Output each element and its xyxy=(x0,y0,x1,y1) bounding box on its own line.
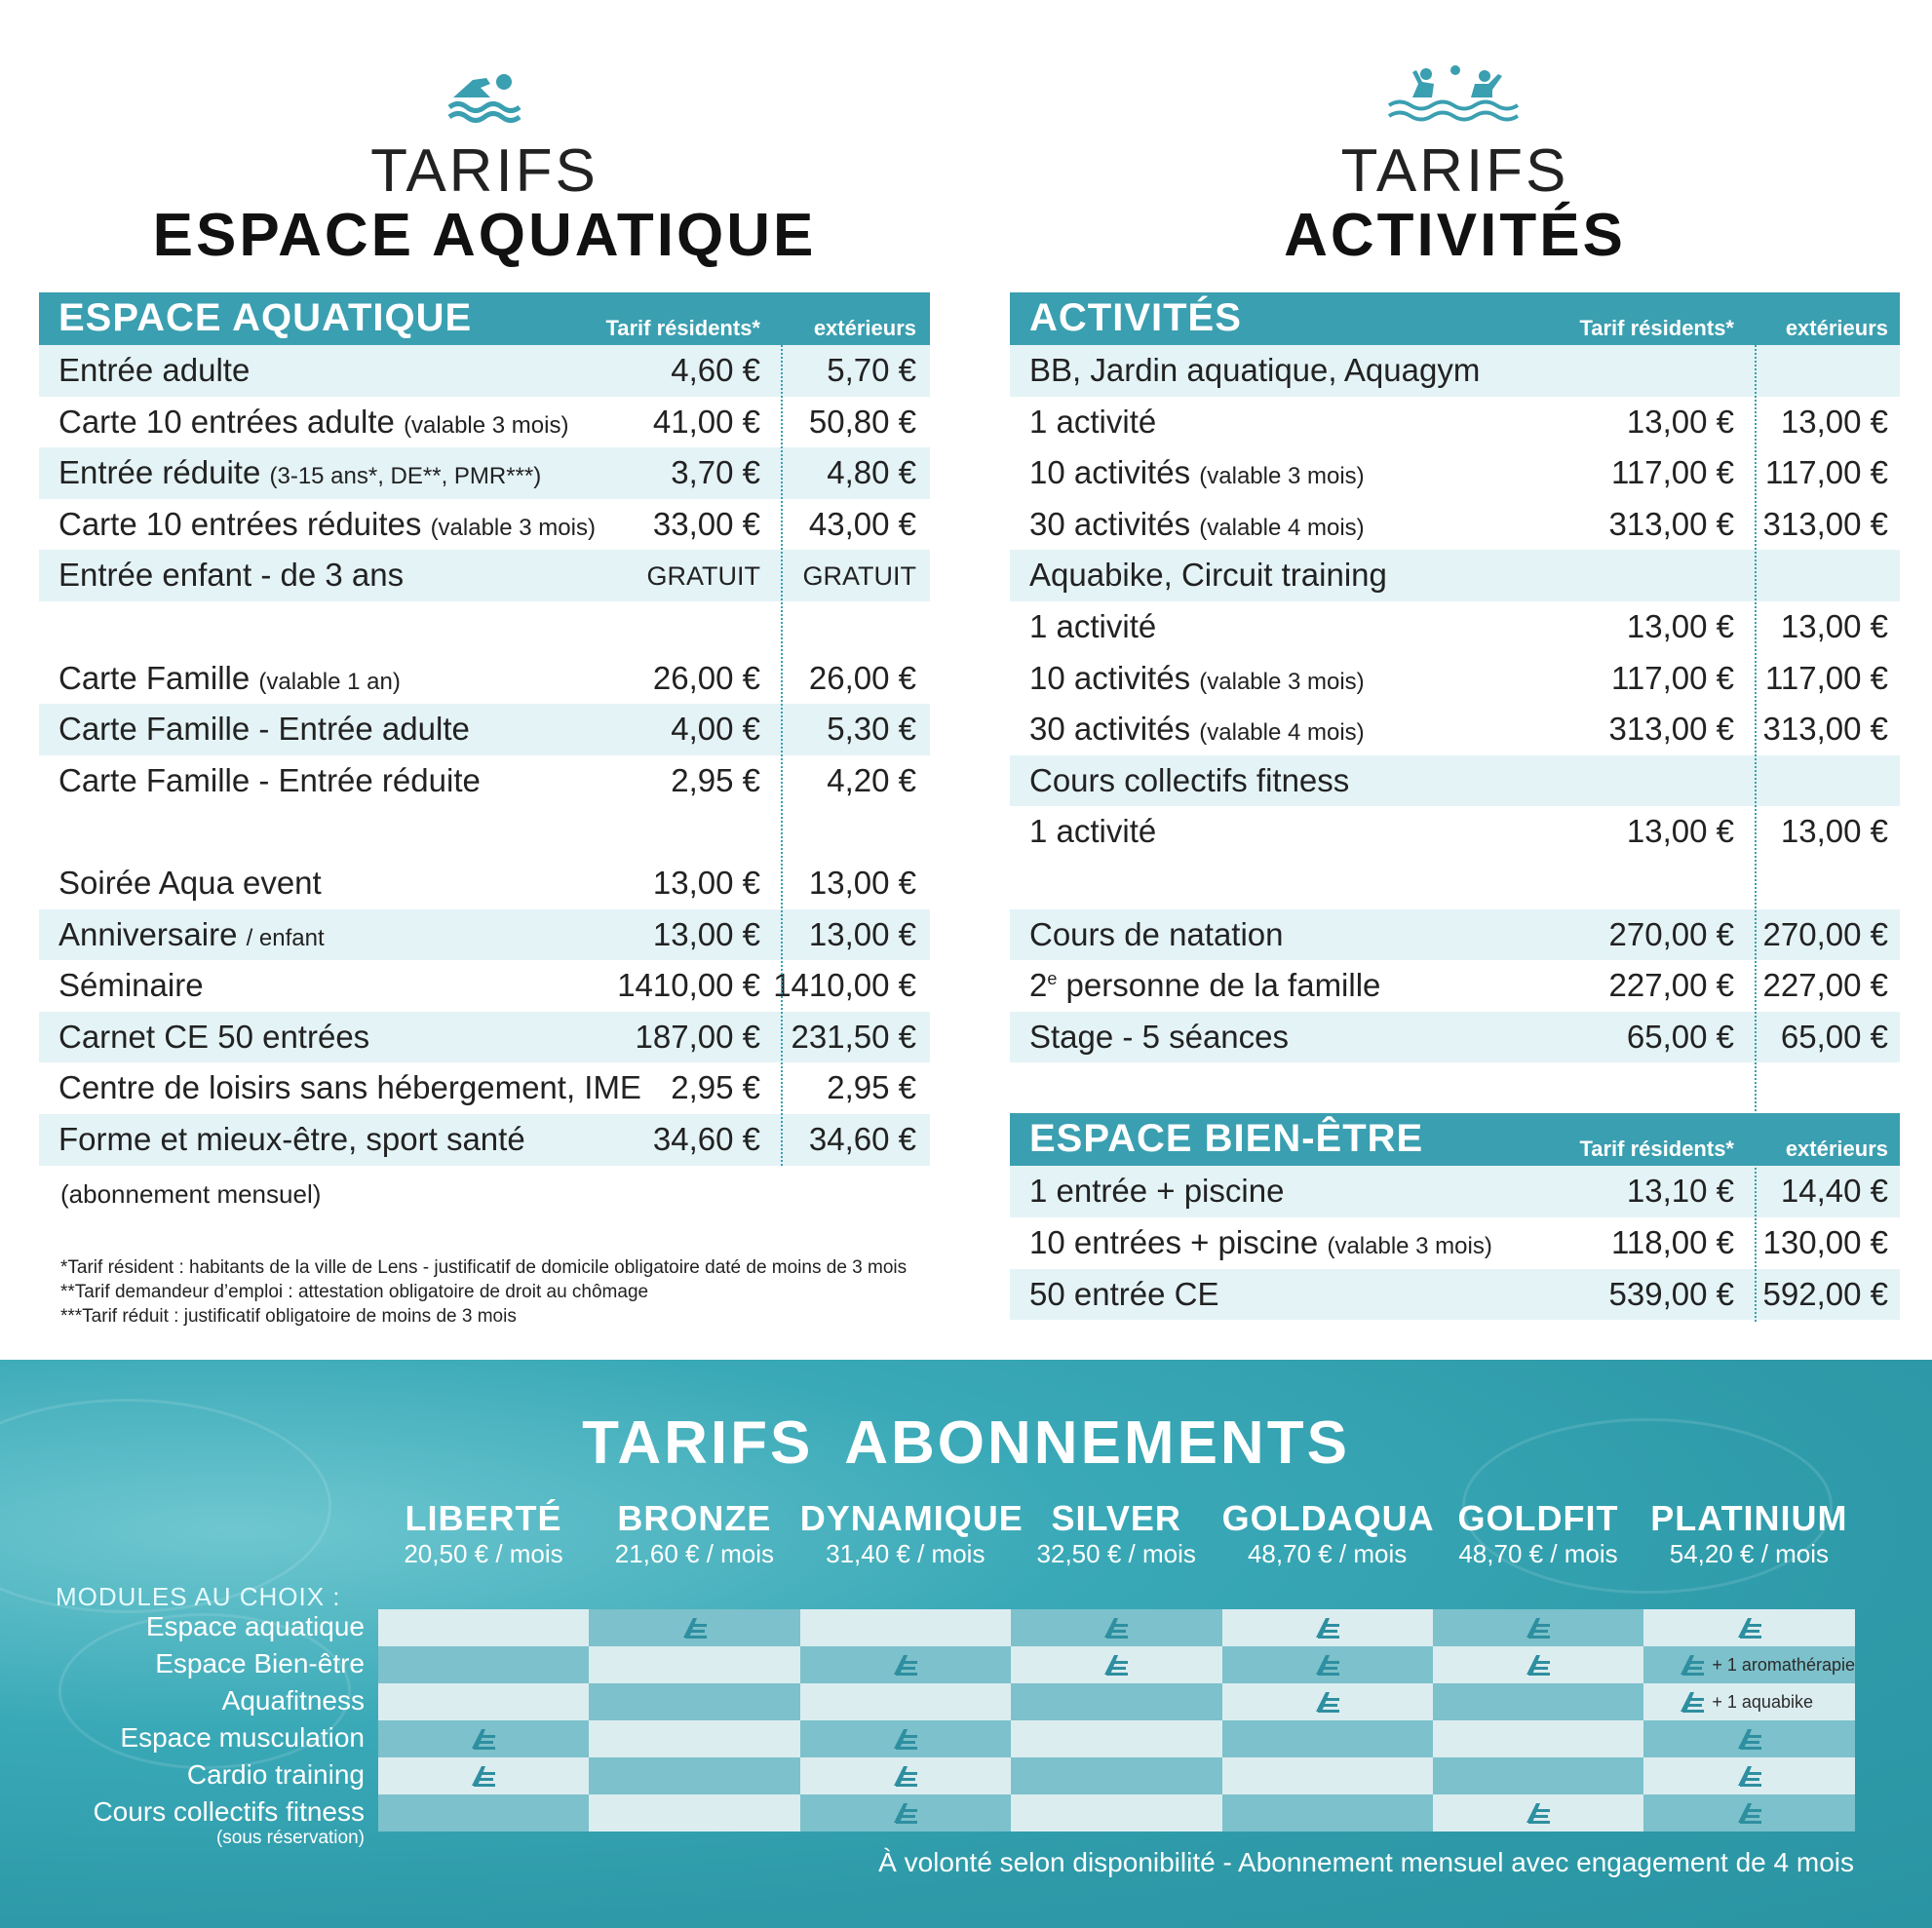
module-cell xyxy=(1433,1757,1643,1794)
row-label xyxy=(1029,1019,1289,1056)
included-check-icon xyxy=(1736,1727,1763,1751)
column-divider xyxy=(781,345,783,1166)
price-exterieurs: 50,80 € xyxy=(808,403,916,440)
row-label-text: 2 xyxy=(1029,967,1048,1004)
plan-3 xyxy=(1011,1498,1221,1569)
module-cell xyxy=(1643,1646,1854,1683)
price-exterieurs: 65,00 € xyxy=(1780,1018,1888,1055)
price-exterieurs: 26,00 € xyxy=(808,659,916,696)
subscriptions-title: TARIFS ABONNEMENTS xyxy=(582,1409,1350,1477)
price-residents: 13,00 € xyxy=(1626,607,1734,644)
table-row xyxy=(1010,806,1900,858)
row-label xyxy=(58,967,204,1004)
row-label-qualifier: (valable 3 mois) xyxy=(1199,668,1365,695)
row-label-text: Entrée réduite xyxy=(58,454,261,491)
row-label-text: Entrée adulte xyxy=(58,352,251,388)
table-row xyxy=(39,704,930,755)
module-label: Espace musculation xyxy=(120,1722,365,1753)
row-label-text: Anniversaire xyxy=(58,915,238,952)
module-cell xyxy=(589,1757,799,1794)
activities-price-table xyxy=(1010,292,1900,1320)
row-label xyxy=(58,916,325,953)
module-cell xyxy=(1643,1794,1854,1832)
row-label xyxy=(58,762,481,799)
module-cell xyxy=(1222,1794,1433,1832)
module-cell xyxy=(589,1794,799,1832)
table-row xyxy=(39,345,930,397)
included-check-icon xyxy=(892,1727,919,1751)
row-label-text: Entrée enfant - de 3 ans xyxy=(58,557,405,594)
included-check-icon xyxy=(1314,1690,1341,1714)
module-cell xyxy=(378,1683,589,1720)
plan-price: 20,50 € / mois xyxy=(404,1539,563,1568)
column-divider xyxy=(1755,1168,1757,1322)
price-residents: 4,60 € xyxy=(671,352,760,388)
row-label xyxy=(58,557,404,594)
table-row xyxy=(1010,704,1900,755)
module-cell xyxy=(1222,1609,1433,1646)
row-label xyxy=(1029,762,1349,799)
price-exterieurs: 130,00 € xyxy=(1762,1223,1888,1260)
superscript: e xyxy=(1047,969,1058,989)
price-exterieurs: 231,50 € xyxy=(791,1018,916,1055)
bien-etre-table-header xyxy=(1010,1113,1900,1166)
modules-header: MODULES AU CHOIX : xyxy=(56,1582,341,1611)
row-label-rest: personne de la famille xyxy=(1057,967,1381,1004)
table-row xyxy=(39,960,930,1012)
row-label-qualifier: (valable 3 mois) xyxy=(430,514,596,541)
module-cell xyxy=(1222,1757,1433,1794)
price-exterieurs: 592,00 € xyxy=(1762,1275,1888,1312)
price-residents: 118,00 € xyxy=(1610,1223,1734,1260)
row-label xyxy=(1029,454,1365,491)
price-residents: 33,00 € xyxy=(652,505,760,542)
included-check-icon xyxy=(470,1764,497,1788)
module-cell xyxy=(800,1683,1011,1720)
module-cell xyxy=(378,1646,589,1683)
included-check-icon xyxy=(1102,1653,1130,1677)
module-cell xyxy=(1433,1683,1643,1720)
table-row xyxy=(39,1012,930,1063)
row-label xyxy=(58,660,401,697)
row-label-text: Stage - 5 séances xyxy=(1029,1018,1289,1055)
bien-etre-table-title: ESPACE BIEN-ÊTRE xyxy=(1029,1117,1424,1161)
module-cell xyxy=(1643,1720,1854,1757)
row-label xyxy=(1029,660,1365,697)
row-label xyxy=(1029,506,1365,543)
row-label xyxy=(58,404,568,441)
included-check-icon xyxy=(1102,1616,1130,1639)
module-cell xyxy=(1433,1720,1643,1757)
price-residents: 1410,00 € xyxy=(617,967,760,1004)
price-exterieurs: 13,00 € xyxy=(1780,403,1888,440)
module-cell xyxy=(800,1757,1011,1794)
price-exterieurs: 34,60 € xyxy=(808,1120,916,1157)
price-residents: 4,00 € xyxy=(671,711,760,748)
row-label-text: 1 activité xyxy=(1029,403,1157,440)
column-header-exterieurs: extérieurs xyxy=(813,316,916,340)
module-cell xyxy=(1011,1646,1221,1683)
row-label-text: Carnet CE 50 entrées xyxy=(58,1018,370,1055)
table-body xyxy=(1010,345,1900,1062)
row-label xyxy=(58,352,250,389)
price-exterieurs: 5,30 € xyxy=(827,711,916,748)
plan-price: 48,70 € / mois xyxy=(1458,1539,1618,1568)
table-row xyxy=(1010,447,1900,499)
column-divider xyxy=(1755,345,1757,1115)
module-cell xyxy=(1011,1683,1221,1720)
price-residents: 13,00 € xyxy=(1626,403,1734,440)
row-label-text: 10 entrées + piscine xyxy=(1029,1223,1319,1260)
row-label-text: 30 activités xyxy=(1029,505,1191,542)
module-cell xyxy=(589,1720,799,1757)
row-label-text: 1 activité xyxy=(1029,813,1157,850)
row-label-qualifier: (valable 4 mois) xyxy=(1199,719,1365,747)
table-row xyxy=(39,858,930,909)
price-residents: 313,00 € xyxy=(1608,711,1734,748)
included-check-icon xyxy=(1736,1616,1763,1639)
row-label xyxy=(58,1121,525,1158)
row-label xyxy=(1029,813,1156,850)
row-label-text: BB, Jardin aquatique, Aquagym xyxy=(1029,352,1481,388)
price-residents: GRATUIT xyxy=(646,561,760,592)
plan-5 xyxy=(1433,1498,1643,1569)
module-label: Cours collectifs fitness xyxy=(93,1796,365,1827)
module-label: Cardio training xyxy=(186,1759,365,1790)
column-header-residents: Tarif résidents* xyxy=(1579,1137,1734,1162)
plan-name: SILVER xyxy=(1051,1498,1181,1538)
table-row xyxy=(1010,1217,1900,1269)
row-label-text: Cours collectifs fitness xyxy=(1029,761,1350,798)
table-row xyxy=(1010,1166,1900,1217)
plan-price: 32,50 € / mois xyxy=(1036,1539,1196,1568)
module-cell xyxy=(1643,1757,1854,1794)
water-polo-icon xyxy=(1387,62,1524,127)
row-label-text: Aquabike, Circuit training xyxy=(1029,557,1387,594)
table-row xyxy=(1010,345,1900,397)
table-row xyxy=(39,550,930,601)
module-cell xyxy=(800,1609,1011,1646)
row-label-text: 10 activités xyxy=(1029,659,1191,696)
module-cell xyxy=(1222,1720,1433,1757)
module-cell xyxy=(1011,1720,1221,1757)
module-cell xyxy=(1222,1683,1433,1720)
row-label xyxy=(1029,1224,1492,1261)
included-check-icon xyxy=(892,1764,919,1788)
price-residents: 26,00 € xyxy=(652,659,760,696)
spacer xyxy=(1010,1062,1900,1113)
price-exterieurs: 117,00 € xyxy=(1764,659,1888,696)
row-label-text: 1 activité xyxy=(1029,607,1157,644)
price-residents: 187,00 € xyxy=(635,1018,760,1055)
table-row xyxy=(39,499,930,551)
plan-name: GOLDFIT xyxy=(1457,1498,1619,1538)
row-label xyxy=(58,454,541,491)
row-label-qualifier: / enfant xyxy=(246,924,325,951)
row-label-text: Carte Famille xyxy=(58,659,251,696)
aquatic-price-table xyxy=(39,292,930,1166)
row-label xyxy=(58,506,596,543)
module-cell xyxy=(589,1683,799,1720)
column-header-residents: Tarif résidents* xyxy=(605,316,760,340)
included-check-icon xyxy=(1314,1653,1341,1677)
price-residents: 34,60 € xyxy=(652,1120,760,1157)
price-exterieurs: 1410,00 € xyxy=(773,967,916,1004)
module-label: Espace Bien-être xyxy=(155,1648,365,1678)
footnote: *Tarif résident : habitants de la ville de Lens - justificatif de domicile obligatoire daté de moins de 3 mois xyxy=(60,1257,908,1278)
row-label-qualifier: (valable 1 an) xyxy=(258,668,401,695)
table-row xyxy=(39,1062,930,1114)
row-label xyxy=(58,1019,369,1056)
hero-title-line1: TARIFS xyxy=(1340,137,1569,205)
module-cell xyxy=(589,1646,799,1683)
module-extra: + 1 aromathérapie xyxy=(1712,1655,1855,1675)
module-cell xyxy=(589,1609,799,1646)
row-label xyxy=(1029,916,1284,953)
price-exterieurs: 4,80 € xyxy=(827,454,916,491)
table-row xyxy=(39,447,930,499)
included-check-icon xyxy=(1525,1801,1552,1825)
price-exterieurs: 13,00 € xyxy=(1780,607,1888,644)
row-label xyxy=(1029,967,1380,1004)
table-row xyxy=(39,806,930,858)
plan-name: BRONZE xyxy=(617,1498,772,1538)
table-row xyxy=(1010,397,1900,448)
swimmer-icon xyxy=(447,68,522,123)
modules-subnote: (sous réservation) xyxy=(215,1828,365,1848)
module-cell xyxy=(378,1720,589,1757)
row-label-qualifier: (valable 3 mois) xyxy=(1199,463,1365,490)
included-check-icon xyxy=(1736,1801,1763,1825)
plan-1 xyxy=(589,1498,799,1569)
column-header-exterieurs: extérieurs xyxy=(1785,1137,1888,1162)
row-label xyxy=(1029,711,1365,748)
price-exterieurs: 13,00 € xyxy=(808,864,916,901)
hero-title-line1: TARIFS xyxy=(370,137,599,205)
included-check-icon xyxy=(1679,1690,1706,1714)
plan-name: PLATINIUM xyxy=(1650,1498,1848,1538)
subscription-footer: À volonté selon disponibilité - Abonnement mensuel avec engagement de 4 mois xyxy=(878,1847,1854,1877)
row-label-text: Forme et mieux-être, sport santé xyxy=(58,1120,525,1157)
table-title: ESPACE AQUATIQUE xyxy=(58,296,473,339)
row-label-qualifier: (valable 3 mois) xyxy=(404,411,569,439)
table-row xyxy=(1010,550,1900,601)
footnote: **Tarif demandeur d’emploi : attestation obligatoire de droit au chômage xyxy=(60,1282,649,1302)
row-label-text: Carte 10 entrées adulte xyxy=(58,403,395,440)
row-label-text: 50 entrée CE xyxy=(1029,1275,1219,1312)
module-cell xyxy=(800,1720,1011,1757)
module-cell xyxy=(1643,1683,1854,1720)
table-row xyxy=(39,397,930,448)
module-label: Espace aquatique xyxy=(145,1611,365,1641)
row-label-qualifier: (valable 3 mois) xyxy=(1327,1232,1492,1259)
table-title: ACTIVITÉS xyxy=(1029,296,1242,339)
price-residents: 117,00 € xyxy=(1610,454,1734,491)
row-label xyxy=(58,1069,641,1106)
table-row xyxy=(1010,909,1900,961)
plan-price: 21,60 € / mois xyxy=(614,1539,775,1568)
row-label-text: Soirée Aqua event xyxy=(58,864,322,901)
table-row xyxy=(1010,960,1900,1012)
column-header-residents: Tarif résidents* xyxy=(1579,316,1734,340)
bien-etre-table-body xyxy=(1010,1166,1900,1320)
subscriptions-section xyxy=(0,1360,1932,1928)
module-cell xyxy=(1011,1794,1221,1832)
included-check-icon xyxy=(1679,1653,1706,1677)
plan-name: GOLDAQUA xyxy=(1221,1498,1435,1538)
price-exterieurs: 4,20 € xyxy=(827,761,916,798)
module-extra: + 1 aquabike xyxy=(1712,1692,1813,1712)
row-label xyxy=(1029,1276,1218,1313)
table-row xyxy=(1010,499,1900,551)
table-row xyxy=(39,755,930,807)
price-residents: 41,00 € xyxy=(652,403,760,440)
included-check-icon xyxy=(1314,1616,1341,1639)
row-label xyxy=(1029,352,1480,389)
module-cell xyxy=(1433,1646,1643,1683)
activities-pricing-column xyxy=(1010,0,1900,1320)
row-label xyxy=(1029,557,1387,594)
hero-title-line2: ESPACE AQUATIQUE xyxy=(152,202,817,269)
price-residents: 270,00 € xyxy=(1608,915,1734,952)
included-check-icon xyxy=(1525,1616,1552,1639)
included-check-icon xyxy=(892,1653,919,1677)
row-label-text: 1 entrée + piscine xyxy=(1029,1173,1285,1210)
module-label: Aquafitness xyxy=(221,1685,365,1716)
included-check-icon xyxy=(681,1616,709,1639)
module-cell xyxy=(800,1794,1011,1832)
price-residents: 227,00 € xyxy=(1608,967,1734,1004)
price-residents: 2,95 € xyxy=(671,1069,760,1106)
row-label xyxy=(1029,608,1156,645)
price-exterieurs: 13,00 € xyxy=(1780,813,1888,850)
row-label-text: 10 activités xyxy=(1029,454,1191,491)
module-cell xyxy=(800,1646,1011,1683)
table-body xyxy=(39,345,930,1166)
price-residents: 65,00 € xyxy=(1626,1018,1734,1055)
plan-name: DYNAMIQUE xyxy=(799,1498,1024,1538)
table-row xyxy=(39,1114,930,1166)
price-exterieurs: GRATUIT xyxy=(802,561,916,592)
table-row xyxy=(39,653,930,705)
row-label-text: 30 activités xyxy=(1029,711,1191,748)
row-label-text: Cours de natation xyxy=(1029,915,1284,952)
subscription-note: (abonnement mensuel) xyxy=(60,1179,322,1209)
price-exterieurs: 313,00 € xyxy=(1762,505,1888,542)
price-exterieurs: 2,95 € xyxy=(827,1069,916,1106)
price-exterieurs: 117,00 € xyxy=(1764,454,1888,491)
plan-4 xyxy=(1222,1498,1433,1569)
module-cell xyxy=(378,1757,589,1794)
table-row xyxy=(1010,653,1900,705)
price-residents: 313,00 € xyxy=(1608,505,1734,542)
row-label xyxy=(58,711,470,748)
module-cell xyxy=(1222,1646,1433,1683)
plan-price: 31,40 € / mois xyxy=(826,1539,985,1568)
included-check-icon xyxy=(1525,1653,1552,1677)
module-cell xyxy=(1433,1609,1643,1646)
price-exterieurs: 43,00 € xyxy=(808,505,916,542)
price-residents: 13,00 € xyxy=(652,915,760,952)
row-label xyxy=(58,865,322,902)
price-exterieurs: 313,00 € xyxy=(1762,711,1888,748)
row-label-text: Carte Famille - Entrée réduite xyxy=(58,761,481,798)
price-residents: 13,00 € xyxy=(652,864,760,901)
row-label-qualifier: (3-15 ans*, DE**, PMR***) xyxy=(269,463,542,490)
price-exterieurs: 5,70 € xyxy=(827,352,916,388)
price-residents: 2,95 € xyxy=(671,761,760,798)
table-row xyxy=(1010,755,1900,807)
table-header xyxy=(39,292,930,345)
module-cell xyxy=(1011,1609,1221,1646)
module-cell xyxy=(1643,1609,1854,1646)
hero-title-line2: ACTIVITÉS xyxy=(1284,202,1626,269)
price-exterieurs: 270,00 € xyxy=(1762,915,1888,952)
plan-0 xyxy=(378,1498,589,1569)
price-residents: 13,10 € xyxy=(1626,1173,1734,1210)
table-row xyxy=(1010,858,1900,909)
table-row xyxy=(1010,1012,1900,1063)
included-check-icon xyxy=(892,1801,919,1825)
price-exterieurs: 13,00 € xyxy=(808,915,916,952)
plan-price: 54,20 € / mois xyxy=(1669,1539,1830,1568)
row-label-text: Carte 10 entrées réduites xyxy=(58,505,422,542)
included-check-icon xyxy=(470,1727,497,1751)
price-residents: 3,70 € xyxy=(671,454,760,491)
plan-2 xyxy=(799,1498,1024,1569)
footnote: ***Tarif réduit : justificatif obligatoire de moins de 3 mois xyxy=(60,1306,517,1327)
price-residents: 539,00 € xyxy=(1608,1275,1734,1312)
aquatic-pricing-column xyxy=(39,0,930,1166)
column-header-exterieurs: extérieurs xyxy=(1785,316,1888,340)
table-row xyxy=(1010,601,1900,653)
row-label xyxy=(1029,404,1156,441)
aquatic-hero xyxy=(39,0,930,292)
plan-price: 48,70 € / mois xyxy=(1247,1539,1408,1568)
row-label-qualifier: (valable 4 mois) xyxy=(1199,514,1365,541)
price-exterieurs: 227,00 € xyxy=(1762,967,1888,1004)
module-cell xyxy=(1011,1757,1221,1794)
price-residents: 117,00 € xyxy=(1610,659,1734,696)
plan-6 xyxy=(1643,1498,1854,1569)
table-row xyxy=(1010,1269,1900,1321)
table-header xyxy=(1010,292,1900,345)
module-cell xyxy=(1433,1794,1643,1832)
table-row xyxy=(39,909,930,961)
footnotes xyxy=(60,1255,907,1329)
module-cell xyxy=(378,1794,589,1832)
row-label-text: Séminaire xyxy=(58,967,204,1004)
plan-name: LIBERTÉ xyxy=(405,1498,562,1538)
activities-hero xyxy=(1010,0,1900,292)
module-cell xyxy=(378,1609,589,1646)
row-label-text: Carte Famille - Entrée adulte xyxy=(58,711,470,748)
table-row xyxy=(39,601,930,653)
price-residents: 13,00 € xyxy=(1626,813,1734,850)
price-exterieurs: 14,40 € xyxy=(1780,1173,1888,1210)
included-check-icon xyxy=(1736,1764,1763,1788)
row-label xyxy=(1029,1173,1284,1210)
row-label-text: Centre de loisirs sans hébergement, IME xyxy=(58,1069,641,1106)
